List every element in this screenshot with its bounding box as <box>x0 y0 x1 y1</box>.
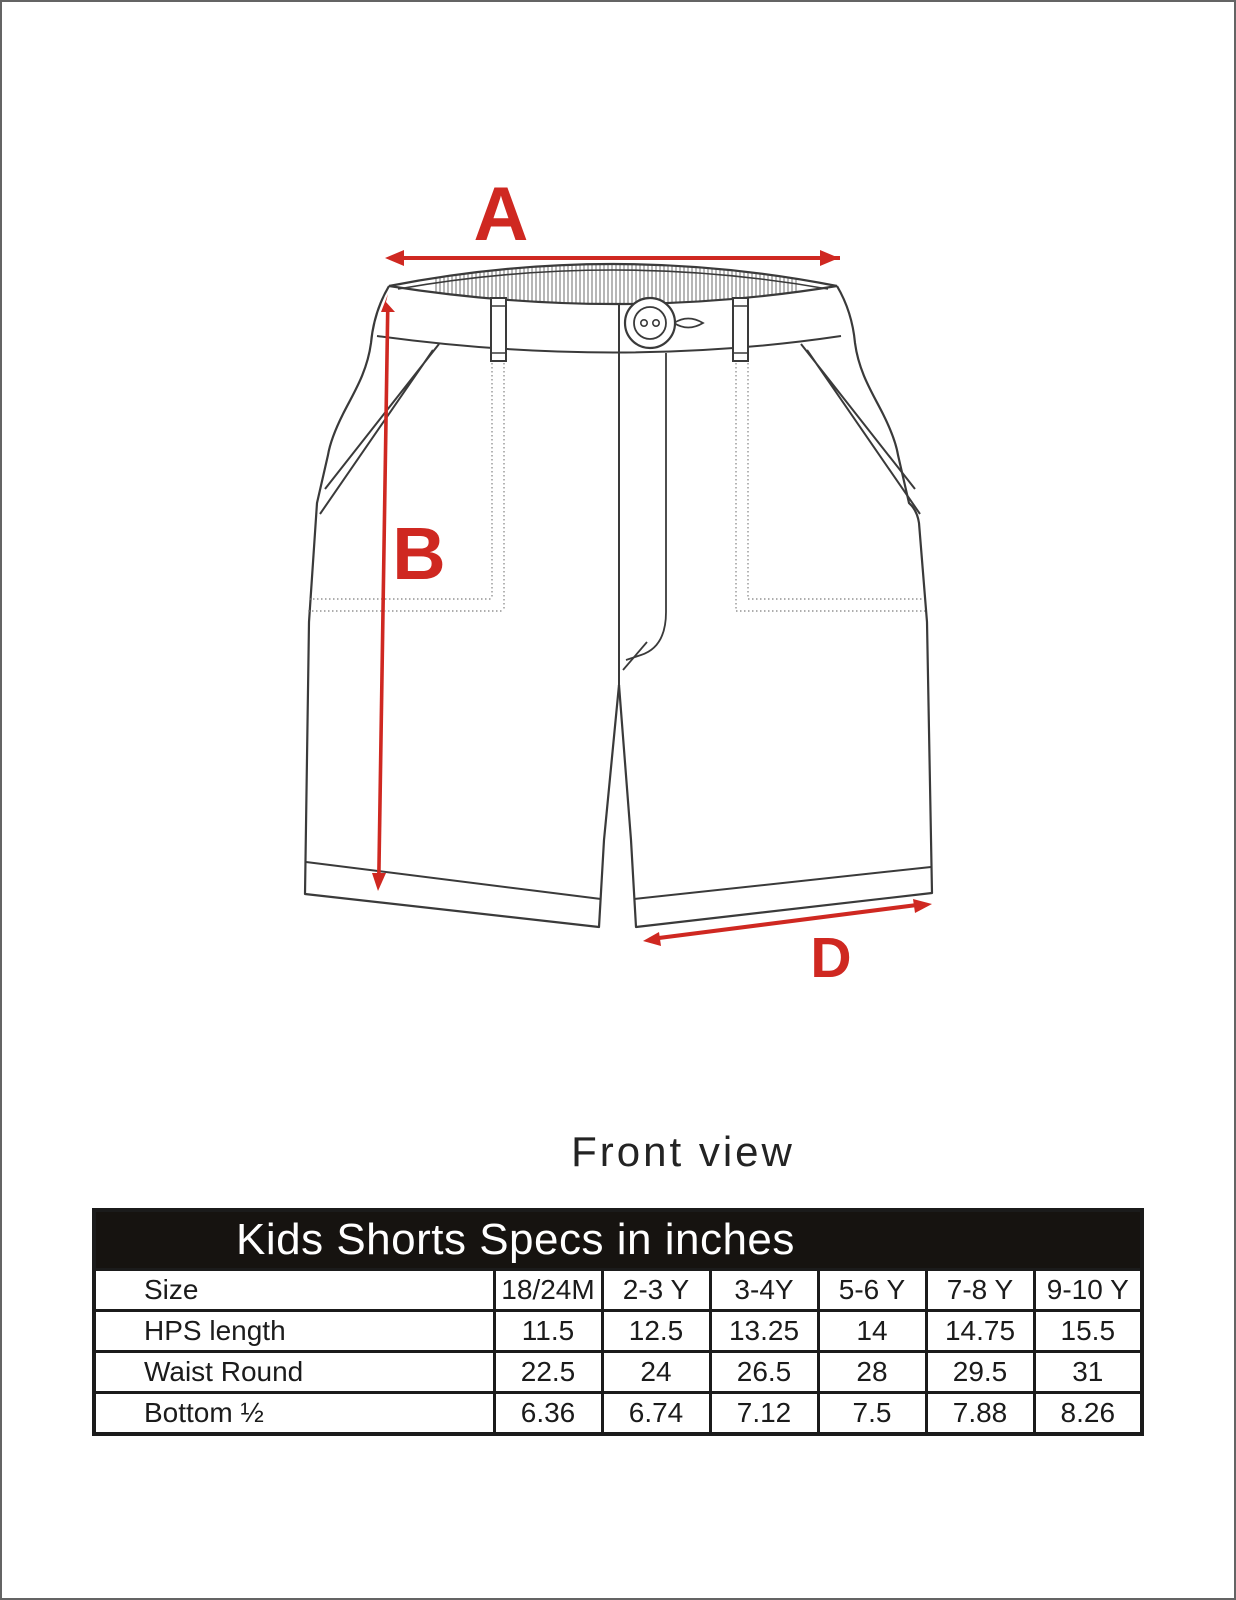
row-label: Size <box>94 1270 494 1311</box>
table-cell: 6.36 <box>494 1393 602 1435</box>
table-cell: 2-3 Y <box>602 1270 710 1311</box>
table-cell: 7-8 Y <box>926 1270 1034 1311</box>
table-cell: 24 <box>602 1352 710 1393</box>
table-row-waist-round <box>94 1352 1142 1393</box>
table-cell: 6.74 <box>602 1393 710 1435</box>
button <box>625 298 703 348</box>
table-cell: 14 <box>818 1311 926 1352</box>
dimension-label-b: B <box>392 512 446 595</box>
row-label: Waist Round <box>94 1352 494 1393</box>
shorts-technical-drawing <box>2 2 1236 1012</box>
table-cell: 8.26 <box>1034 1393 1142 1435</box>
right-belt-loop <box>733 298 748 361</box>
dimension-label-a: A <box>473 172 529 257</box>
fly-stitch <box>623 353 666 670</box>
shorts-outline <box>305 286 932 927</box>
waistband-opening <box>389 264 837 304</box>
table-cell: 29.5 <box>926 1352 1034 1393</box>
table-cell: 31 <box>1034 1352 1142 1393</box>
table-cell: 12.5 <box>602 1311 710 1352</box>
waistband-bottom-seam <box>377 336 841 353</box>
table-cell: 3-4Y <box>710 1270 818 1311</box>
table-cell: 22.5 <box>494 1352 602 1393</box>
table-row-size <box>94 1270 1142 1311</box>
left-pocket-opening <box>320 344 439 514</box>
dimension-arrow-d <box>643 899 932 946</box>
table-cell: 28 <box>818 1352 926 1393</box>
table-title: Kids Shorts Specs in inches <box>94 1210 1142 1270</box>
table-cell: 14.75 <box>926 1311 1034 1352</box>
table-cell: 13.25 <box>710 1311 818 1352</box>
row-label: Bottom ½ <box>94 1393 494 1435</box>
specs-table <box>92 1208 1144 1436</box>
buttonhole-tab <box>674 319 703 328</box>
left-hem-fold <box>306 862 601 899</box>
row-label: HPS length <box>94 1311 494 1352</box>
table-cell: 7.12 <box>710 1393 818 1435</box>
table-cell: 11.5 <box>494 1311 602 1352</box>
view-caption: Front view <box>571 1128 795 1175</box>
left-side-outline <box>305 286 619 927</box>
table-cell: 15.5 <box>1034 1311 1142 1352</box>
right-hem-fold <box>634 867 931 899</box>
dimension-label-d: D <box>810 926 852 990</box>
hem-lines <box>306 862 931 899</box>
table-cell: 7.5 <box>818 1393 926 1435</box>
table-cell: 9-10 Y <box>1034 1270 1142 1311</box>
fly-bartack <box>623 642 647 670</box>
table-cell: 5-6 Y <box>818 1270 926 1311</box>
table-row-hps-length <box>94 1311 1142 1352</box>
table-cell: 18/24M <box>494 1270 602 1311</box>
table-row-bottom-half <box>94 1393 1142 1435</box>
table-cell: 7.88 <box>926 1393 1034 1435</box>
table-title-row <box>94 1210 1142 1270</box>
left-belt-loop <box>491 298 506 361</box>
table-cell: 26.5 <box>710 1352 818 1393</box>
